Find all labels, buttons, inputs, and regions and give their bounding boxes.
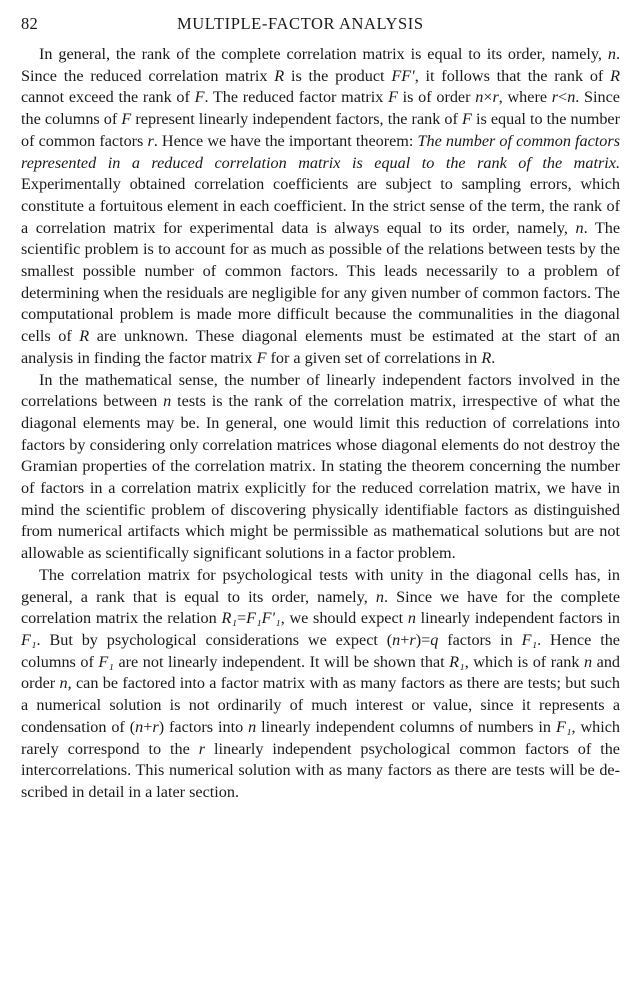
italic-text: F₁F′₁ (246, 609, 281, 628)
italic-text: FF′ (391, 66, 415, 85)
text-run: , can be factored into a factor matrix with as many factors as there are tests; but such a numerical solution is not ordinarily of much interest or value, since it represents a condensation of ( (21, 674, 621, 736)
text-run: . Since the reduced correlation matrix (21, 45, 620, 85)
text-run: × (483, 88, 493, 107)
italic-text: r (492, 88, 499, 107)
text-run: factors in (438, 630, 522, 649)
text-run: , where (498, 88, 552, 107)
italic-text: n (392, 630, 401, 649)
text-run: is the product (284, 66, 392, 85)
text-run: tests is the rank of the correlation matrix, irrespective of what the diagonal elements may be. In general, one would limit this reduction of correlations into factors by considering only correlation matrices whose diagonal elements do not destroy the Gramian properties of the correlation matrix. In stating the theorem concerning the number of factors in a correlation matrix explicitly for the reduced correlation matrix, we have in mind the scientific problem of discovering physically identifiable factors as distinguished from numerical artifacts which might be permissible as mathematical solutions but are not allowable as scientifically significant solutions in a factor problem. (21, 392, 621, 563)
paragraph (21, 44, 620, 370)
text-run: . (491, 348, 496, 367)
italic-text: F₁ (98, 652, 114, 671)
text-run: + (400, 630, 410, 649)
italic-text: r (198, 739, 206, 758)
italic-text: F (256, 348, 267, 367)
text-run: . The scientific problem is to account for as much as possible of the relations between tests by the smallest possible number of common factors. This leads necessarily to a problem of determining when the residuals are negligible for any given number of common factors. The computational problem is made more difficult because the communalities in the diagonal cells of (21, 218, 620, 346)
italic-text: R (610, 66, 620, 85)
italic-text: F₁ (21, 630, 37, 649)
text-run: linearly independent columns of numbers in (256, 717, 556, 736)
text-run: for a given set of correlations in (266, 348, 482, 367)
italic-text: F₁ (521, 630, 538, 649)
italic-text: r (551, 88, 559, 107)
italic-text: r (152, 717, 159, 736)
text-run: , which is of rank (464, 652, 585, 671)
italic-text: q (430, 630, 439, 649)
text-run: In the mathematical sense, the number of linearly independent factors involved in the correlations between (21, 370, 620, 411)
paragraph (21, 565, 620, 804)
text-run: < (558, 88, 568, 107)
text-run: is equal to the number of common factors (21, 110, 620, 150)
text-run: linearly independent psychological common factors of the intercorrelations. This numerical solution with as many factors as there are tests will be described in detail in a later section. (21, 739, 620, 801)
running-title: MULTIPLE-FACTOR ANALYSIS (177, 14, 424, 33)
italic-text: R (79, 327, 90, 346)
italic-text: R (481, 348, 492, 367)
italic-text: n (163, 392, 172, 411)
italic-text: R₁ (221, 609, 237, 628)
italic-text: n (59, 674, 68, 693)
text-run: represent linearly independent factors, the rank of (131, 110, 462, 129)
text-run: are not linearly independent. It will be shown that (113, 652, 450, 671)
text-run: cannot exceed the rank of (21, 88, 195, 107)
text-run: In general, the rank of the complete correlation matrix is equal to its order, namely, (39, 45, 608, 63)
italic-text: r (409, 630, 416, 649)
italic-text: R₁ (449, 652, 465, 671)
italic-text: n (607, 45, 616, 63)
italic-text: n (567, 88, 576, 107)
text-run: ) factors into (158, 717, 249, 736)
text-run: is of order (397, 88, 476, 107)
text-run: . But by psychological considerations we expect ( (36, 630, 393, 649)
text-run: . Since we have for the complete correlation matrix the relation (21, 587, 621, 628)
text-run: . The reduced factor matrix (204, 88, 389, 107)
text-run: = (236, 609, 247, 628)
text-run: + (143, 717, 153, 736)
body-text (21, 44, 620, 804)
italic-text: F₁ (555, 717, 572, 736)
text-run: . Hence we have the important theorem: (153, 131, 418, 150)
italic-text: n (475, 88, 484, 107)
italic-text: R (274, 66, 285, 85)
text-run: )= (415, 630, 431, 649)
italic-text: r (147, 131, 154, 150)
italic-text: n (584, 652, 593, 671)
text-run: Experimentally obtained correlation coefficients are subject to sampling errors, which constitute a fortuitous element in each coefficient. In the strict sense of the term, the rank of a correlation matrix for experimental data is always equal to its order, namely, (21, 175, 620, 237)
italic-text: F (388, 88, 398, 107)
italic-text: F (121, 110, 132, 129)
text-run: , it follows that the rank of (414, 66, 611, 85)
paragraph (21, 370, 620, 565)
italic-text: n (248, 717, 257, 736)
text-run: , which rarely correspond to the (21, 717, 621, 758)
text-run: , we should expect (280, 609, 408, 628)
italic-text: The number of common factors represented in a reduced correlation matrix is equal to the rank of the matrix. (21, 131, 620, 172)
text-run: The correlation matrix for psychological tests with unity in the diagonal cells has, in general, a rank that is equal to its order, namely, (21, 565, 620, 606)
italic-text: n (575, 218, 584, 237)
italic-text: F (461, 110, 472, 129)
italic-text: n (407, 609, 416, 628)
text-run: and order (21, 652, 621, 693)
text-run: . Since the columns of (21, 88, 620, 129)
page-number: 82 (21, 14, 39, 33)
text-run: linearly independent factors in (415, 609, 620, 628)
text-run: . Hence the columns of (21, 630, 620, 671)
page-header (21, 14, 620, 34)
italic-text: n (375, 587, 384, 606)
italic-text: F (194, 88, 205, 107)
italic-text: n (135, 717, 144, 736)
text-run: are unknown. These diagonal elements must be estimated at the start of an analysis in finding the factor matrix (21, 327, 620, 367)
